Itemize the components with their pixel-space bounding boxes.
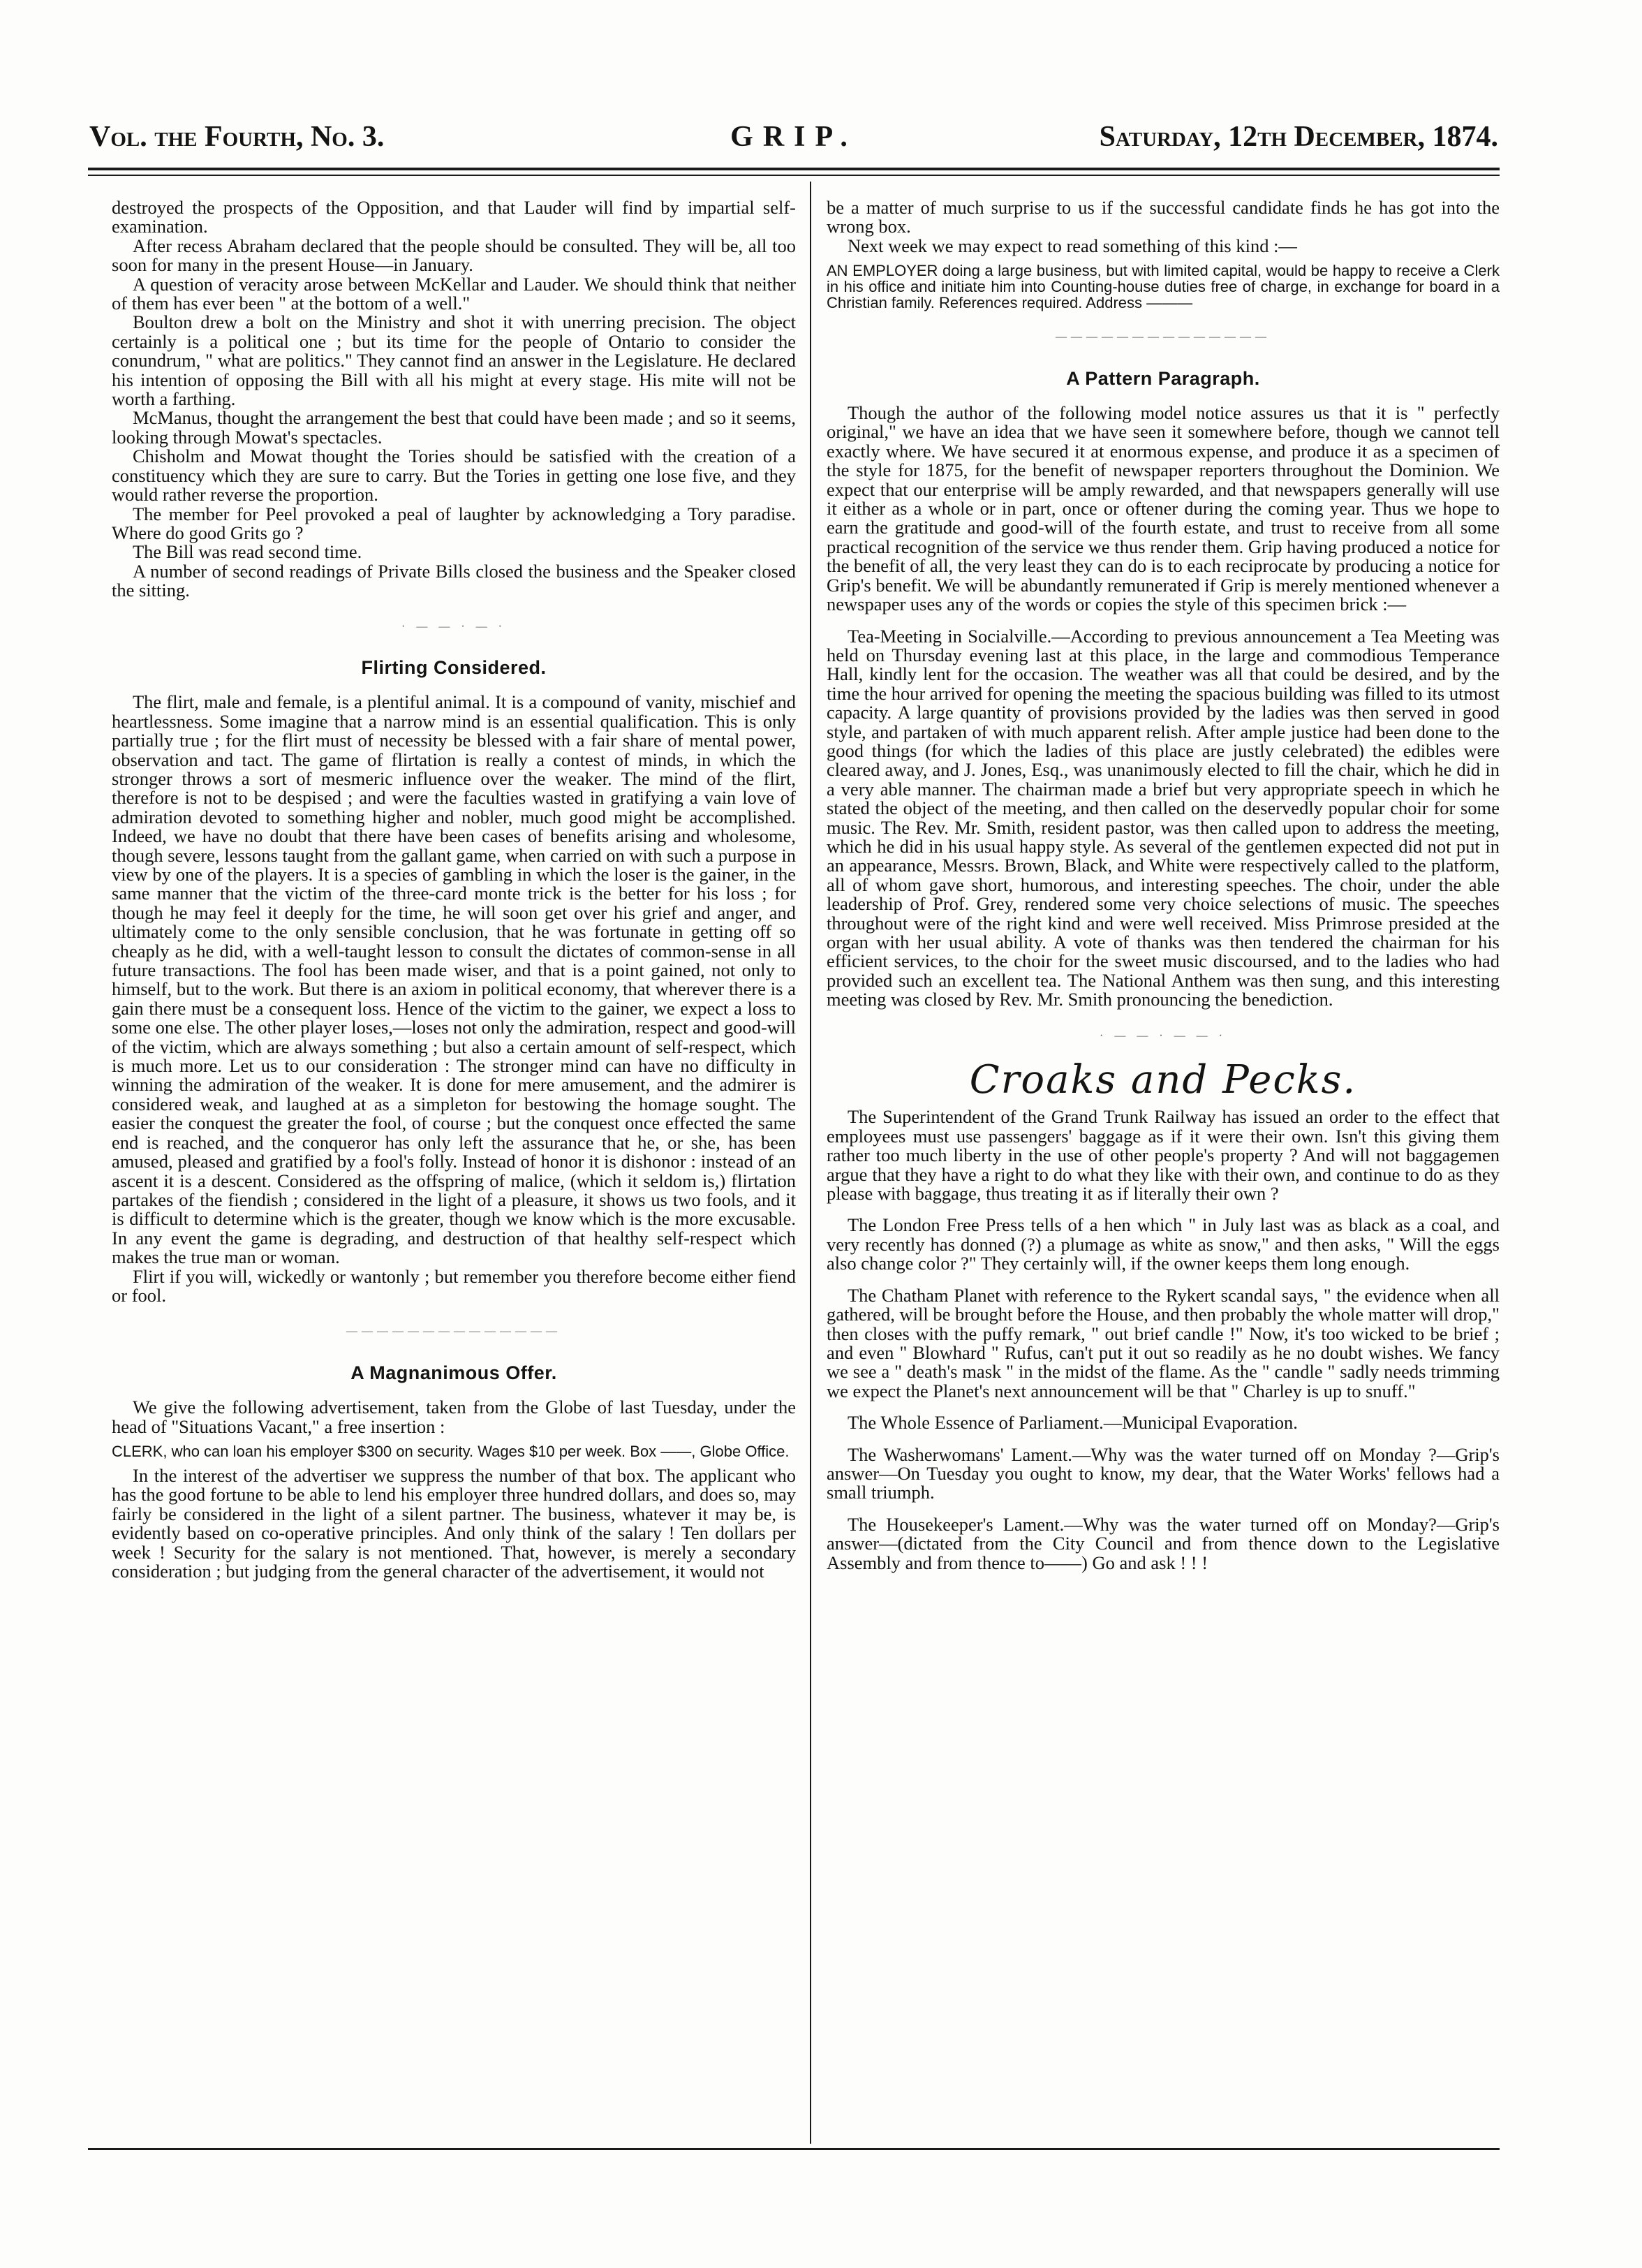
section-separator: —————————————— [346,1325,561,1338]
intro-paragraph: After recess Abraham declared that the people should be consulted. They will be, all too soon for many in the present House—in January. [112,235,796,276]
clerk-advertisement: CLERK, who can loan his employer $300 on security. Wages $10 per week. Box ——, Globe Office. [112,1442,790,1460]
publication-title: GRIP. [730,121,857,153]
intro-paragraph: A question of veracity arose between McKellar and Lauder. We should think that neither of them has ever been " at the bottom of a well." [112,273,796,314]
next-week-paragraph: Next week we may expect to read something of this kind :— [848,235,1297,256]
right-column [827,198,1500,2140]
offer-intro: We give the following advertisement, taken from the Globe of last Tuesday, under the head of "Situations Vacant," a free insertion : [112,1397,796,1437]
continuation-paragraph: be a matter of much surprise to us if the successful candidate finds he has got into the wrong box. [827,197,1500,237]
croaks-heading: Croaks and Pecks. [969,1057,1357,1103]
intro-paragraph: destroyed the prospects of the Opposition, and that Lauder will find by impartial self-examination. [112,197,796,237]
intro-paragraph: Boulton drew a bolt on the Ministry and shot it with unerring precision. The object certainly is a political one ; but its time for the people of Ontario to consider the conundrum, " what are politics." They cannot find an answer in the Legislature. He declared his intention of opposing the Bill with all his might at every stage. His mite will not be worth a farthing. [112,311,796,410]
croaks-item: The Washerwomans' Lament.—Why was the water turned off on Monday ?—Grip's answer—On Tuesday you ought to know, my dear, that the Water Works' fellows had a small triumph. [827,1443,1500,1503]
intro-paragraph: The Bill was read second time. [133,541,362,563]
volume-number: Vol. the Fourth, No. 3. [89,121,385,153]
issue-date: Saturday, 12th December, 1874. [1099,121,1498,153]
croaks-item: The London Free Press tells of a hen which " in July last was as black as a coal, and very recently has donned (?) a plumage as white as snow," and then asks, " Will the eggs also change color ?" They certainly will, if the owner keeps them long enough. [827,1214,1500,1274]
header-rule-thin [88,175,1500,176]
croaks-item: The Chatham Planet with reference to the Rykert scandal says, " the evidence when all gathered, will be brought before the House, and then probably the whole matter will drop," then closes with the puffy remark, " out brief candle !" Now, it's too wicked to be brief ; and even " Blowhard " Rufus, can't put it out so readily as he no doubt wishes. We fancy we see a " death's mask " in the midst of the flame. As the " candle " sadly needs trimming we expect the Planet's next announcement will be that " Charley is up to snuff." [827,1284,1500,1401]
masthead [89,120,1498,159]
pattern-notice: Tea-Meeting in Socialville.—According to previous announcement a Tea Meeting was held on Thursday evening last at this place, in the large and commodious Temperance Hall, kindly lent for the occasion. The weather was all that could be desired, and by the time the hour arrived for opening the meeting the spacious building was filled to its utmost capacity. A large quantity of provisions provided by the ladies was then served in good style, and partaken of with much apparent relish. After ample justice had been done to the good things (for which the ladies of this place are justly celebrated) the edibles were cleared away, and J. Jones, Esq., was unanimously elected to fill the chair, which he did in a very able manner. The chairman made a brief but very appropriate speech in which he stated the object of the meeting, and then called on the deservedly popular choir for some music. The Rev. Mr. Smith, resident pastor, was then called upon to address the meeting, which he did in his usual happy style. As several of the gentlemen expected did not put in an appearance, Messrs. Brown, Black, and White were respectively called to the platform, all of whom gave short, humorous, and interesting speeches. The choir, under the able leadership of Prof. Grey, rendered some very choice selections of music. The speeches throughout were of the right kind and were well received. Miss Primrose presided at the organ with her usual ability. A vote of thanks was then tendered the chairman for his efficient services, to the choir for the sweet music discoursed, and to the ladies who had provided such an excellent tea. The National Anthem was then sung, and this interesting meeting was closed by Rev. Mr. Smith pronouncing the benediction. [827,625,1500,1010]
column-divider [810,182,811,2144]
header-rule-thick [88,168,1500,170]
croaks-item: The Housekeeper's Lament.—Why was the water turned off on Monday?—Grip's answer—(dictated from the City Council and from thence down to the Legislative Assembly and from thence to——) Go and ask ! ! ! [827,1513,1500,1573]
left-column [112,198,796,2140]
intro-paragraph: The member for Peel provoked a peal of laughter by acknowledging a Tory paradise. Where do good Grits go ? [112,503,796,543]
croaks-item: The Whole Essence of Parliament.—Municipal Evaporation. [848,1412,1298,1434]
section-separator: · — — · — · [401,620,506,633]
flirting-paragraph: Flirt if you will, wickedly or wantonly ; but remember you therefore become either fiend or fool. [112,1265,796,1306]
flirting-heading: Flirting Considered. [361,656,547,678]
section-separator: —————————————— [1056,331,1271,344]
pattern-intro: Though the author of the following model notice assures us that it is " perfectly original," we have an idea that we have seen it somewhere before, though we cannot tell exactly where. We have secured it at enormous expense, and produce it as a specimen of the style for 1875, for the benefit of newspaper reporters throughout the Dominion. We expect that our enterprise will be amply rewarded, and that newspapers generally will use it either as a whole or in part, once or oftener during the coming year. Thus we hope to earn the gratitude and good-will of the fourth estate, and trust to receive from all some practical recognition of the service we thus render them. Grip having produced a notice for the benefit of all, the very least they can do is to each reciprocate by producing a notice for Grip's benefit. We will be abundantly remunerated if Grip is merely mentioned whenever a newspaper uses any of the words or copies the style of this specimen brick :— [827,402,1500,615]
offer-heading: A Magnanimous Offer. [350,1362,557,1383]
offer-body: In the interest of the advertiser we suppress the number of that box. The applicant who has the good fortune to be able to lend his employer three hundred dollars, and does so, may fairly be considered in the light of a silent partner. The business, whatever it may be, is evidently based on co-operative principles. And only think of the salary ! Ten dollars per week ! Security for the salary is not mentioned. That, however, is merely a secondary consideration ; but judging from the general character of the advertisement, it would not [112,1464,796,1582]
intro-paragraph: Chisholm and Mowat thought the Tories should be satisfied with the creation of a constituency which they are sure to carry. But the Tories in getting one lose five, and they would rather reverse the proportion. [112,446,796,506]
footer-rule [88,2148,1500,2150]
intro-paragraph: A number of second readings of Private Bills closed the business and the Speaker closed the sitting. [112,560,796,601]
croaks-item: The Superintendent of the Grand Trunk Railway has issued an order to the effect that employees must use passengers' baggage as if it were their own. Isn't this giving them rather too much liberty in the use of other people's property ? And will not baggagemen argue that they have a right to do what they like with their own, and continue to do as they please with baggage, thus treating it as if literally their own ? [827,1106,1500,1205]
intro-paragraph: McManus, thought the arrangement the best that could have been made ; and so it seems, looking through Mowat's spectacles. [112,407,796,448]
employer-advertisement: AN EMPLOYER doing a large business, but with limited capital, would be happy to receive a Clerk in his office and initiate him into Counting-house duties free of charge, in exchange for board in a Christian family. References required. Address ——— [827,262,1500,312]
section-separator: · — — · — — · [1100,1029,1227,1042]
flirting-paragraph: The flirt, male and female, is a plentiful animal. It is a compound of vanity, mischief and heartlessness. Some imagine that a narrow mind is an essential qualification. This is only partially true ; for the flirt must of necessity be blessed with a fair share of mental power, observation and tact. The game of flirtation is really a contest of minds, in which the stronger throws a sort of mesmeric influence over the weaker. The mind of the flirt, therefore is not to be despised ; and were the faculties wasted in gratifying a vain love of admiration devoted to something higher and nobler, much good might be accomplished. Indeed, we have no doubt that there have been cases of benefits arising and wholesome, though severe, lessons taught from the gallant game, when carried on with such a purpose in view by one of the players. It is a species of gambling in which the loser is the gainer, in the same manner that the victim of the three-card monte trick is the better for his loss ; for though he may feel it deeply for the time, he will soon get over his grief and anger, and ultimately come to the only sensible conclusion, that he was fortunate in getting off so cheaply as he did, with a well-taught lesson to consult the dictates of common-sense in all future transactions. The fool has been made wiser, and that is a point gained, not only to himself, but to the work. But there is an axiom in political economy, that wherever there is a gain there must be a consequent loss. Hence of the victim to the gainer, we expect a loss to some one else. The other player loses,—loses not only the admiration, respect and good-will of the victim, which are always something ; but also a certain amount of self-respect, which is much more. Let us to our consideration : The stronger mind can have no difficulty in winning the admiration of the weaker. It is done for mere amusement, and the admirer is considered weak, and laughed at as a simpleton for bestowing the homage sought. The easier the conquest the greater the fool, of course ; but the conquest once effected the same end is reached, and the conqueror has only left the assurance that he, or she, has been amused, pleased and gratified by a fool's folly. Instead of honor it is dishonor : instead of an ascent it is a descent. Considered as the offspring of malice, (which it seldom is,) flirtation partakes of the fiendish ; considered in the light of a pleasure, it shows us two fools, and it is difficult to determine which is the greater, though we know which is the more excusable. In any event the game is degrading, and destruction of that healthy self-respect which makes the true man or woman. [112,691,796,1268]
pattern-heading: A Pattern Paragraph. [1066,367,1260,389]
